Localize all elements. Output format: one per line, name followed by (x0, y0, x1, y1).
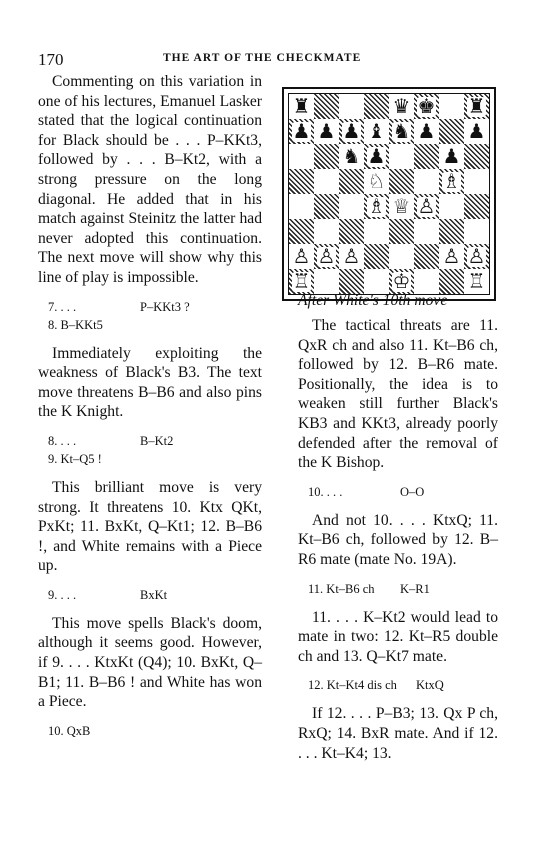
board-square (414, 94, 439, 119)
move-block (38, 432, 262, 468)
board-square (339, 144, 364, 169)
move-black: O–O (400, 484, 425, 499)
board-square (364, 194, 389, 219)
chess-piece-icon: ♞ (342, 145, 361, 168)
chess-piece-icon: ♚ (417, 95, 436, 118)
board-square (389, 244, 414, 269)
board-square (414, 144, 439, 169)
chess-piece-icon: ♟ (342, 120, 361, 143)
paragraph: This move spells Black's doom, although it seems good. However, if 9. . . . KtxKt (Q4); 10. BxKt, Q–B1; 11. B–B6 ! and White has won a Piece. (38, 614, 262, 711)
chess-piece-icon: ♗ (367, 195, 386, 218)
move-white: 11. Kt–B6 ch (308, 581, 375, 596)
board-square (464, 94, 489, 119)
chess-piece-icon: ♖ (292, 270, 311, 293)
board-square (464, 219, 489, 244)
move-black: B–Kt2 (140, 433, 174, 448)
move-black: P–KKt3 ? (140, 299, 190, 314)
board-square (289, 94, 314, 119)
page-number: 170 (38, 50, 64, 69)
board-square (414, 269, 439, 294)
board-square (414, 219, 439, 244)
paragraph: The tactical threats are 11. QxR ch and also 11. Kt–B6 ch, followed by 12. B–R6 mate. Positionally, the idea is to weaken still further Black's KB3 and KKt3, already poorly defended after the removal of the K Bishop. (298, 317, 498, 472)
board-square (364, 269, 389, 294)
board-square (339, 269, 364, 294)
board-square (439, 244, 464, 269)
move-block (38, 722, 262, 740)
chess-piece-icon: ♙ (292, 245, 311, 268)
chess-piece-icon: ♝ (367, 120, 386, 143)
move-block (298, 580, 498, 598)
chess-piece-icon: ♖ (467, 270, 486, 293)
chess-piece-icon: ♟ (442, 145, 461, 168)
board-square (289, 119, 314, 144)
move-white: 8. B–KKt5 (48, 317, 103, 332)
board-square (439, 169, 464, 194)
board-square (389, 194, 414, 219)
board-square (439, 194, 464, 219)
board-square (439, 94, 464, 119)
chess-piece-icon: ♜ (467, 95, 486, 118)
board-square (464, 144, 489, 169)
left-column (38, 72, 262, 750)
chess-piece-icon: ♟ (317, 120, 336, 143)
board-square (364, 144, 389, 169)
board-square (364, 94, 389, 119)
board-square (389, 219, 414, 244)
board-square (439, 219, 464, 244)
board-square (414, 194, 439, 219)
chess-piece-icon: ♟ (467, 120, 486, 143)
board-square (314, 144, 339, 169)
move-white: 9. Kt–Q5 ! (48, 451, 102, 466)
board-square (439, 269, 464, 294)
chess-diagram (282, 87, 496, 301)
move-white: 10. . . . (308, 484, 343, 499)
move-white: 8. . . . (48, 433, 77, 448)
move-block (38, 298, 262, 334)
chess-piece-icon: ♙ (442, 245, 461, 268)
move-white: 12. Kt–Kt4 dis ch (308, 678, 397, 693)
paragraph: If 12. . . . P–B3; 13. Qx P ch, RxQ; 14. BxR mate. And if 12. . . . Kt–K4; 13. (298, 705, 498, 762)
running-head: THE ART OF THE CHECKMATE (163, 52, 362, 64)
board-square (464, 244, 489, 269)
board-square (464, 269, 489, 294)
chess-piece-icon: ♔ (392, 270, 411, 293)
move-block (298, 676, 498, 694)
paragraph: 11. . . . K–Kt2 would lead to mate in two: 12. Kt–R5 double ch and 13. Q–Kt7 mate. (298, 608, 498, 665)
board-square (314, 219, 339, 244)
board-square (314, 119, 339, 144)
board-square (339, 94, 364, 119)
chess-piece-icon: ♞ (392, 120, 411, 143)
chess-piece-icon: ♙ (317, 245, 336, 268)
board-square (314, 169, 339, 194)
move-black: KtxQ (416, 678, 444, 693)
chess-piece-icon: ♗ (442, 170, 461, 193)
chess-piece-icon: ♘ (367, 170, 386, 193)
board-square (364, 244, 389, 269)
chess-board (288, 93, 490, 295)
board-square (414, 169, 439, 194)
chess-piece-icon: ♛ (392, 95, 411, 118)
move-block (38, 586, 262, 604)
board-square (289, 144, 314, 169)
board-square (339, 194, 364, 219)
chess-piece-icon: ♟ (292, 120, 311, 143)
board-square (339, 119, 364, 144)
paragraph: This brilliant move is very strong. It threatens 10. Ktx QKt, PxKt; 11. BxKt, Q–Kt1; 12. B–B6 !, and White remains with a Piece up. (38, 478, 262, 575)
board-square (314, 94, 339, 119)
board-square (464, 169, 489, 194)
board-square (439, 144, 464, 169)
board-square (289, 194, 314, 219)
chess-piece-icon: ♙ (342, 245, 361, 268)
paragraph: Commenting on this variation in one of his lectures, Emanuel Lasker stated that the logical continuation for Black should be . . . P–KKt3, followed by . . . B–Kt2, with a strong pressure on the long diagonal. He added that in his match against Steinitz the latter had never adopted this continuation. The next move will show why this line of play is impossible. (38, 73, 262, 286)
board-square (339, 219, 364, 244)
move-block (298, 483, 498, 501)
board-square (389, 269, 414, 294)
chess-piece-icon: ♙ (467, 245, 486, 268)
board-square (364, 119, 389, 144)
board-square (389, 119, 414, 144)
board-square (389, 94, 414, 119)
board-square (439, 119, 464, 144)
board-square (464, 119, 489, 144)
move-white: 9. . . . (48, 587, 77, 602)
board-square (314, 269, 339, 294)
board-square (414, 119, 439, 144)
board-square (389, 169, 414, 194)
board-square (339, 169, 364, 194)
board-square (464, 194, 489, 219)
move-white: 10. QxB (48, 723, 91, 738)
board-square (289, 169, 314, 194)
paragraph: Immediately exploiting the weakness of Black's B3. The text move threatens B–B6 and also pins the K Knight. (38, 344, 262, 421)
move-black: K–R1 (400, 581, 430, 596)
board-square (289, 269, 314, 294)
diagram-caption: After White's 10th move (298, 292, 448, 309)
board-square (364, 169, 389, 194)
chess-piece-icon: ♟ (417, 120, 436, 143)
chess-piece-icon: ♜ (292, 95, 311, 118)
board-square (314, 244, 339, 269)
board-square (289, 244, 314, 269)
chess-piece-icon: ♙ (417, 195, 436, 218)
board-square (389, 144, 414, 169)
board-square (414, 244, 439, 269)
board-square (364, 219, 389, 244)
board-square (339, 244, 364, 269)
page-header (38, 50, 478, 70)
chess-piece-icon: ♕ (392, 195, 411, 218)
paragraph: And not 10. . . . KtxQ; 11. Kt–B6 ch, followed by 12. B–R6 mate (mate No. 19A). (298, 511, 498, 568)
chess-piece-icon: ♟ (367, 145, 386, 168)
board-square (289, 219, 314, 244)
board-square (314, 194, 339, 219)
move-black: BxKt (140, 587, 168, 602)
move-white: 7. . . . (48, 299, 77, 314)
right-column (298, 316, 498, 773)
